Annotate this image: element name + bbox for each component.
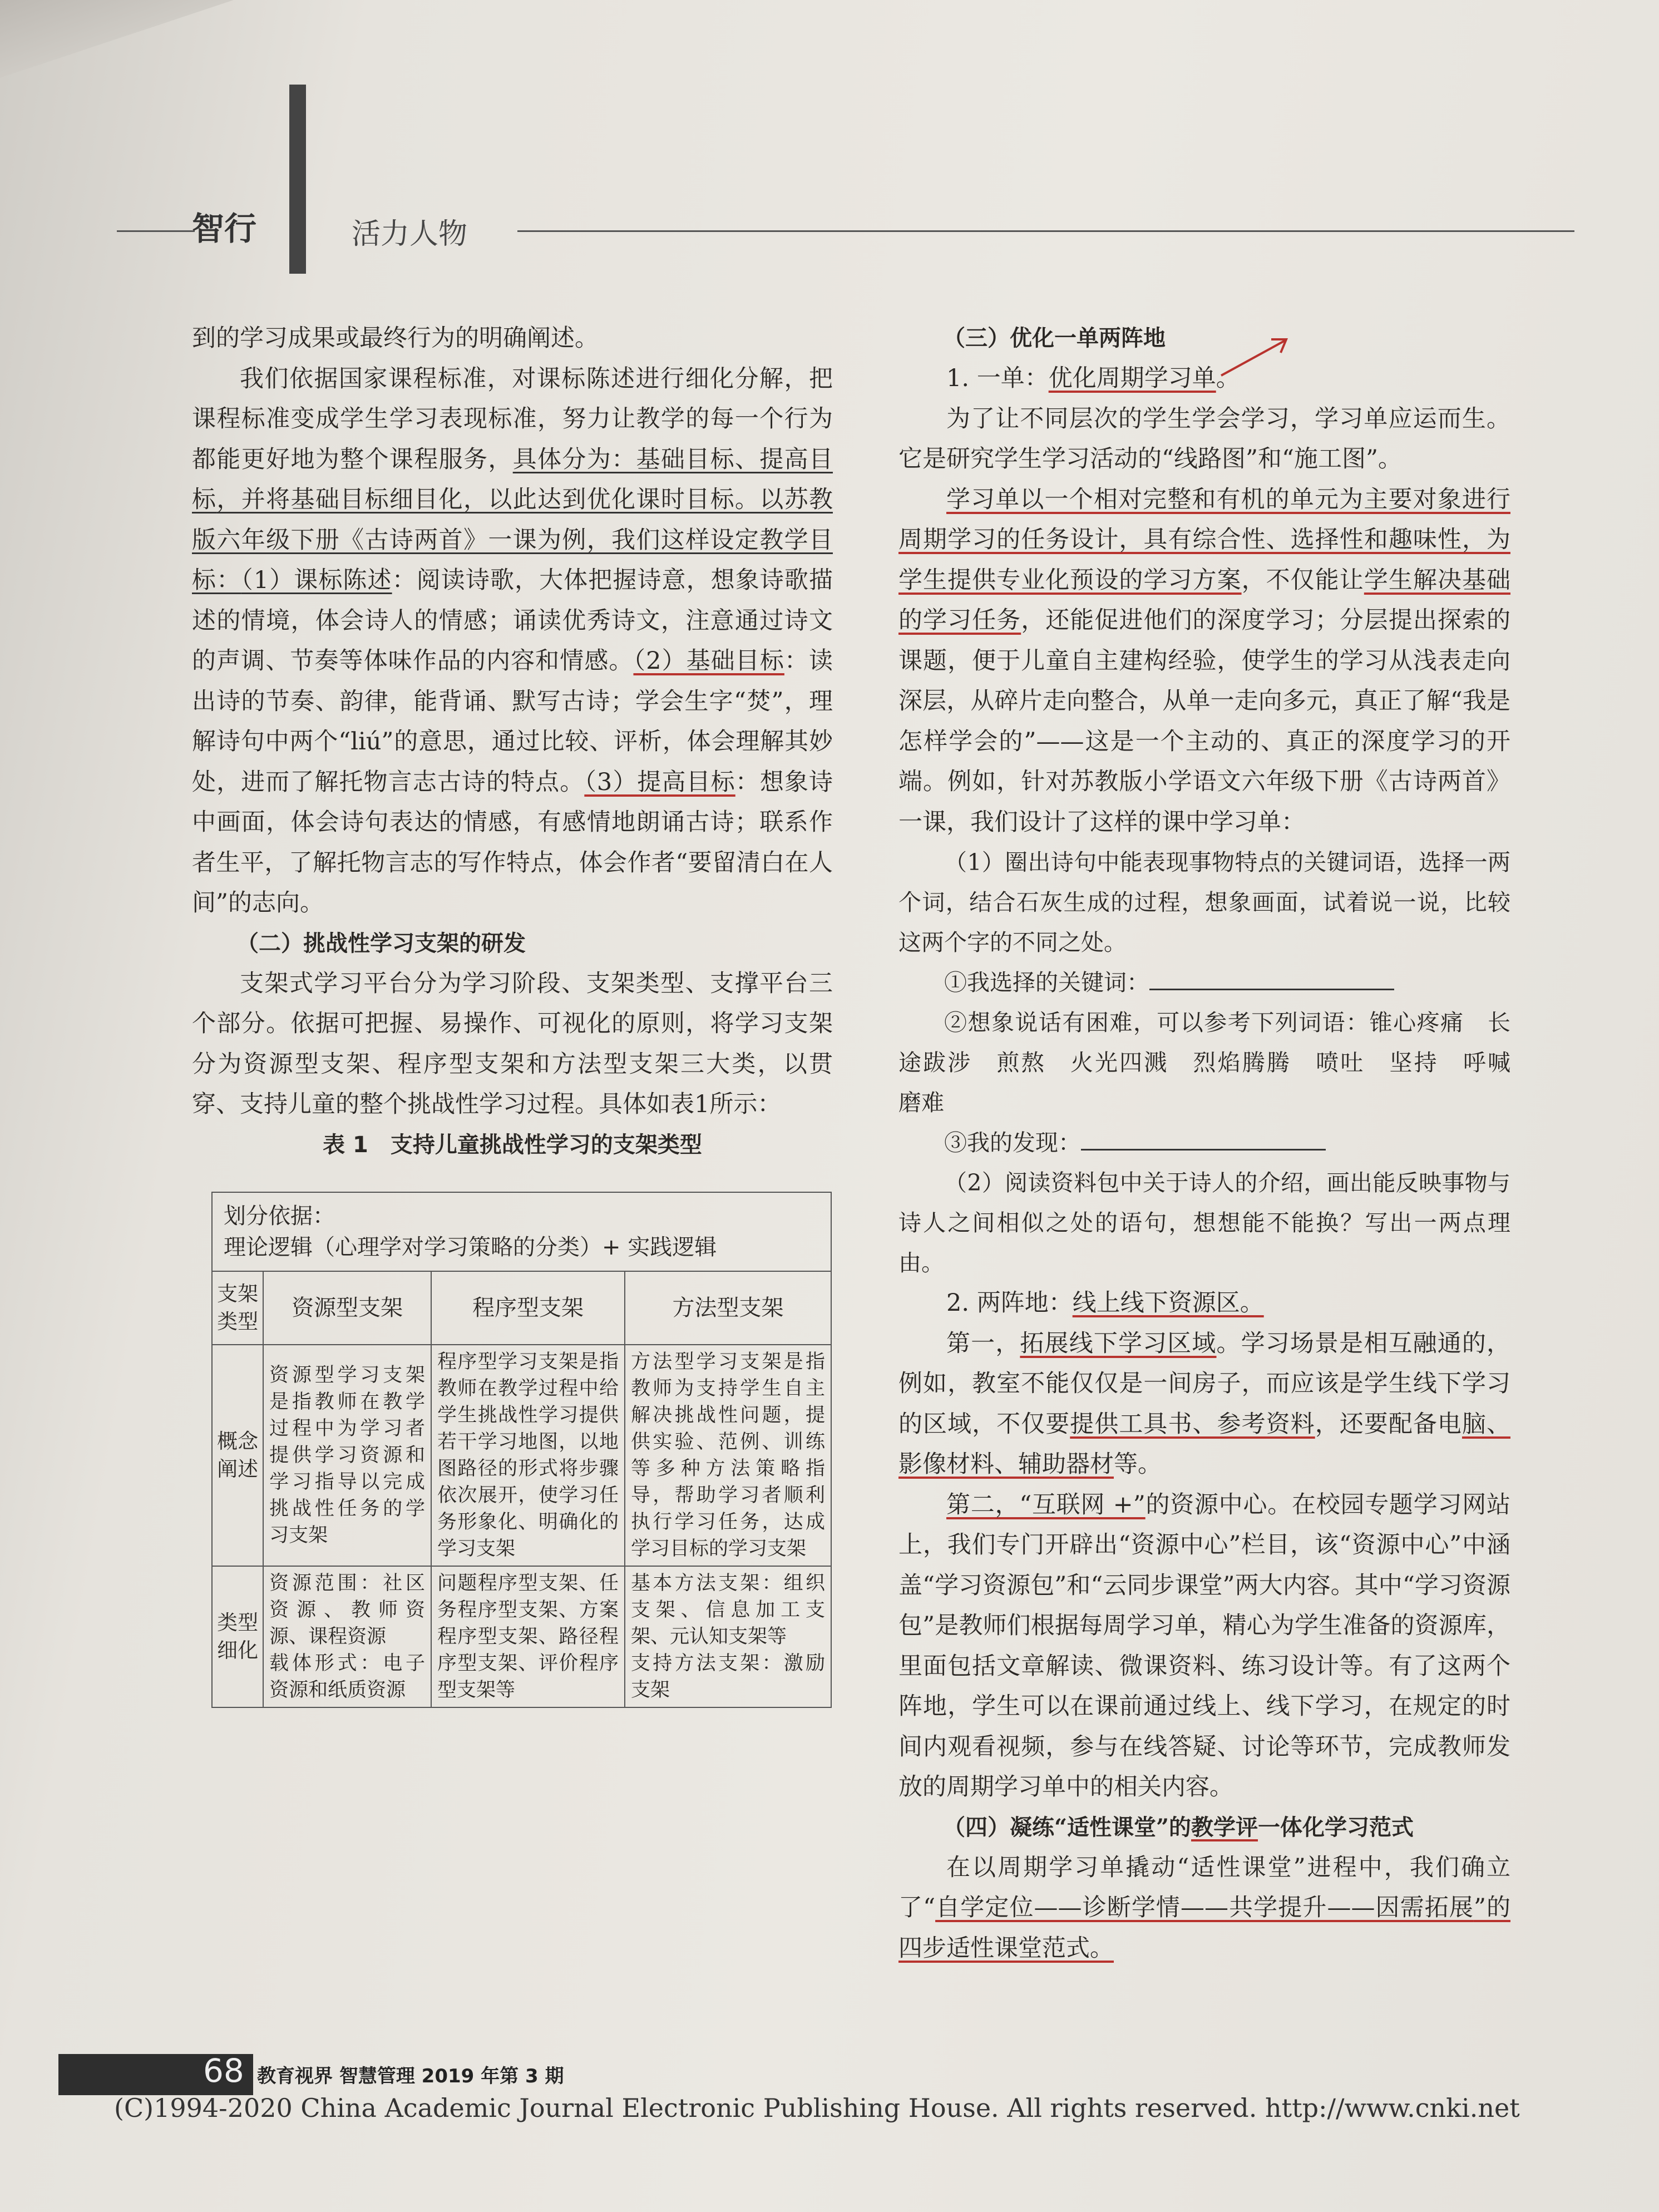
paragraph: 为了让不同层次的学生学会学习，学习单应运而生。它是研究学生学习活动的“线路图”和“施工图”。	[898, 404, 1510, 473]
annotated-text: 自学定位——诊断学情——共学提升——因需拓展	[935, 1894, 1474, 1922]
text-run: 等。	[1114, 1450, 1162, 1478]
left-column	[192, 318, 833, 1708]
subheading	[898, 1808, 1510, 1848]
text-run: 。学习场景是相互融通的，例如，教室不能仅仅是一间房子，而应该是学生线下学习的区域，不仅要	[898, 1329, 1511, 1438]
annotated-text: （1）课标陈述	[241, 566, 392, 594]
table-row-label: 类型细化	[212, 1566, 263, 1707]
table-cell: 资源范围：社区资源、教师资源、课程资源 载体形式：电子资源和纸质资源	[263, 1566, 431, 1707]
copyright-notice: (C)1994-2020 China Academic Journal Electronic Publishing House. All rights reserved. http://www.cnki.net	[114, 2093, 1520, 2123]
text-run: 1. 一单：	[946, 364, 1049, 392]
text-run: 在以周期学习单撬动“适性课堂”进程中，我们确立了“	[898, 1853, 1510, 1922]
text-run: ，还能促进他们的深度学习；分层提出探索的课题，便于儿童自主建构经验，使学生的学习从浅表走向深层，从碎片走向整合，从单一走向多元，真正了解“我是怎样学会的”——这是一个主动的、真正的深度学习的开端。例如，针对苏教版小学语文六年级下册《古诗两首》一课，我们设计了这样的课中学习单：	[898, 606, 1511, 836]
text-run: ，还要配备电	[1315, 1410, 1462, 1438]
table-col-header: 程序型支架	[431, 1271, 625, 1345]
fill-blank	[1149, 967, 1394, 990]
table-cell: 问题程序型支架、任务程序型支架、方案程序型支架、路径程序型支架、评价程序型支架等	[431, 1566, 625, 1707]
text-run: 的资源中心。在校园专题学习网站上，我们专门开辟出“资源中心”栏目，该“资源中心”中涵盖“学习资源包”和“云同步课堂”两大内容。其中“学习资源包”是教师们根据每周学习单，精心为学生准备的资源库，里面包括文章解读、微课资料、练习设计等。有了这两个阵地，学生可以在课前通过线上、线下学习，在规定的时间内观看视频，参与在线答疑、讨论等环节，完成教师发放的周期学习单中的相关内容。	[898, 1490, 1511, 1801]
text-run: 2. 两阵地：	[946, 1289, 1073, 1317]
worksheet-item: ②想象说话有困难，可以参考下列词语：锥心疼痛 长途跋涉 煎熬 火光四溅 烈焰腾腾 喷吐 坚持 呼喊 磨难	[898, 1009, 1533, 1116]
page-number: 68	[203, 2052, 244, 2090]
text-run: （四）凝练“适性课堂”的	[943, 1814, 1192, 1840]
annotated-text: 教学评	[1191, 1814, 1258, 1840]
table-cell: 程序型学习支架是指教师在教学过程中给学生挑战性学习提供若干学习地图，以地图路径的形式将步骤依次展开，使学习任务形象化、明确化的学习支架	[431, 1345, 625, 1566]
page-fold-shadow	[0, 0, 234, 78]
table-head-line: 理论逻辑（心理学对学习策略的分类）+ 实践逻辑	[224, 1234, 717, 1260]
text-run: ①我选择的关键词：	[944, 969, 1149, 996]
table-row-label: 概念阐述	[212, 1345, 263, 1566]
text-run: 。	[1216, 364, 1240, 392]
worksheet-item	[898, 962, 1510, 1003]
text-run: ，不仅能让	[1241, 566, 1364, 594]
paragraph	[898, 1485, 1510, 1808]
worksheet-item	[898, 1123, 1510, 1163]
text-run: 第一，	[946, 1329, 1020, 1357]
annotated-text: 脑、影像材料、辅助器材	[898, 1410, 1511, 1478]
paragraph: 到的学习成果或最终行为的明确阐述。	[192, 324, 599, 352]
annotated-text: 学习单以一个相对完整和有机的单元为主要对象进行周期学习的任务设计，具有综合性、选择性和趣味性，为学生提供专业化预设的学习方案	[898, 485, 1510, 594]
worksheet-item: （2）阅读资料包中关于诗人的介绍，画出能反映事物与诗人之间相似之处的语句，想想能不能换？写出一两点理由。	[898, 1169, 1510, 1276]
text-run: 一体化学习范式	[1258, 1814, 1414, 1840]
section-subtitle: 活力人物	[352, 218, 468, 251]
header-rule-left	[117, 230, 195, 232]
text-run: ：读出诗的节奏、韵律，能背诵、默写古诗；学会生字“焚”，理解诗句中两个“liú”的意思，通过比较、评析，体会理解其妙处，进而了解托物言志古诗的特点。	[192, 647, 833, 796]
paragraph	[898, 1848, 1510, 1969]
text-run: ：想象诗中画面，体会诗句表达的情感，有感情地朗诵古诗；联系作者生平，了解托物言志的写作特点，体会作者“要留清白在人间”的志向。	[192, 768, 833, 917]
paragraph	[898, 480, 1510, 843]
annotated-text: ，并将基础目标细目化，以此达到优化课时目标。以苏教版六年级下册《古诗两首》一课为例，我们这样设定教学目标：	[192, 486, 833, 594]
section-tag: 智行	[192, 210, 257, 248]
paragraph: 支架式学习平台分为学习阶段、支架类型、支撑平台三个部分。依据可把握、易操作、可视化的原则，将学习支架分为资源型支架、程序型支架和方法型支架三大类，以贯穿、支持儿童的整个挑战性学习过程。具体如表1所示：	[192, 969, 833, 1118]
annotated-text: 第二，“互联网 +”	[946, 1490, 1146, 1519]
annotated-text: 具体分为：基础目标、提高目标	[192, 445, 833, 514]
journal-name: 教育视界 智慧管理 2019 年第 3 期	[257, 2065, 564, 2087]
table-cell: 资源型学习支架是指教师在教学过程中为学习者提供学习资源和学习指导以完成挑战性任务的学习支架	[263, 1345, 431, 1566]
table-cell: 基本方法支架：组织支架、信息加工支架、元认知支架等 支持方法支架：激励支架	[625, 1566, 831, 1707]
paragraph	[898, 1324, 1510, 1485]
annotated-text: 学生解决基础的学习任务	[898, 566, 1511, 634]
table-cell: 方法型学习支架是指教师为支持学生自主解决挑战性问题，提供实验、范例、训练等多种方法策略指导，帮助学习者顺利执行学习任务，达成学习目标的学习支架	[625, 1345, 831, 1566]
text-run: 我们依据国家课程标准，对课标陈述进行细化分解，把课程标准变成学生学习表现标准，努力让教学的每一个行为都能更好地为整个课程服务，	[192, 364, 833, 473]
header-divider-bar	[289, 85, 306, 274]
table-head-cell	[212, 1192, 831, 1271]
table-col-header: 资源型支架	[263, 1271, 431, 1345]
text-run: ：阅读诗歌，大体把握诗意，想象诗歌描述的情境，体会诗人的情感；诵读优秀诗文，注意通过诗文的声调、节奏等体味作品的内容和情感。	[192, 566, 833, 675]
subheading: （二）挑战性学习支架的研发	[236, 930, 526, 956]
paragraph	[898, 358, 1510, 399]
paragraph	[192, 359, 833, 924]
fill-blank	[1081, 1128, 1326, 1151]
header-rule-right	[517, 230, 1574, 232]
text-run: ③我的发现：	[944, 1129, 1081, 1156]
annotated-text: 优化周期学习单	[1048, 364, 1216, 392]
worksheet-item: （1）圈出诗句中能表现事物特点的关键词语，选择一两个词，结合石灰生成的过程，想象画面，试着说一说，比较这两个字的不同之处。	[898, 849, 1510, 956]
annotated-text: ”的四步适性课堂范式。	[898, 1894, 1511, 1962]
annotated-text: 提供工具书、参考资料	[1070, 1410, 1315, 1438]
right-column	[898, 318, 1533, 1968]
table-col-header: 方法型支架	[625, 1271, 831, 1345]
table-caption: 表 1 支持儿童挑战性学习的支架类型	[323, 1132, 702, 1158]
annotated-text: （3）提高目标	[584, 768, 735, 796]
annotated-text: 拓展线下学习区域	[1020, 1329, 1217, 1357]
subheading: （三）优化一单两阵地	[943, 325, 1166, 351]
table-row-label: 支架类型	[212, 1271, 263, 1345]
annotated-text: 线上线下资源区。	[1072, 1289, 1264, 1317]
paragraph	[898, 1283, 1510, 1324]
table-head-line: 划分依据：	[224, 1203, 335, 1229]
annotated-text: （2）基础目标	[633, 647, 784, 675]
scaffold-table	[211, 1192, 832, 1708]
